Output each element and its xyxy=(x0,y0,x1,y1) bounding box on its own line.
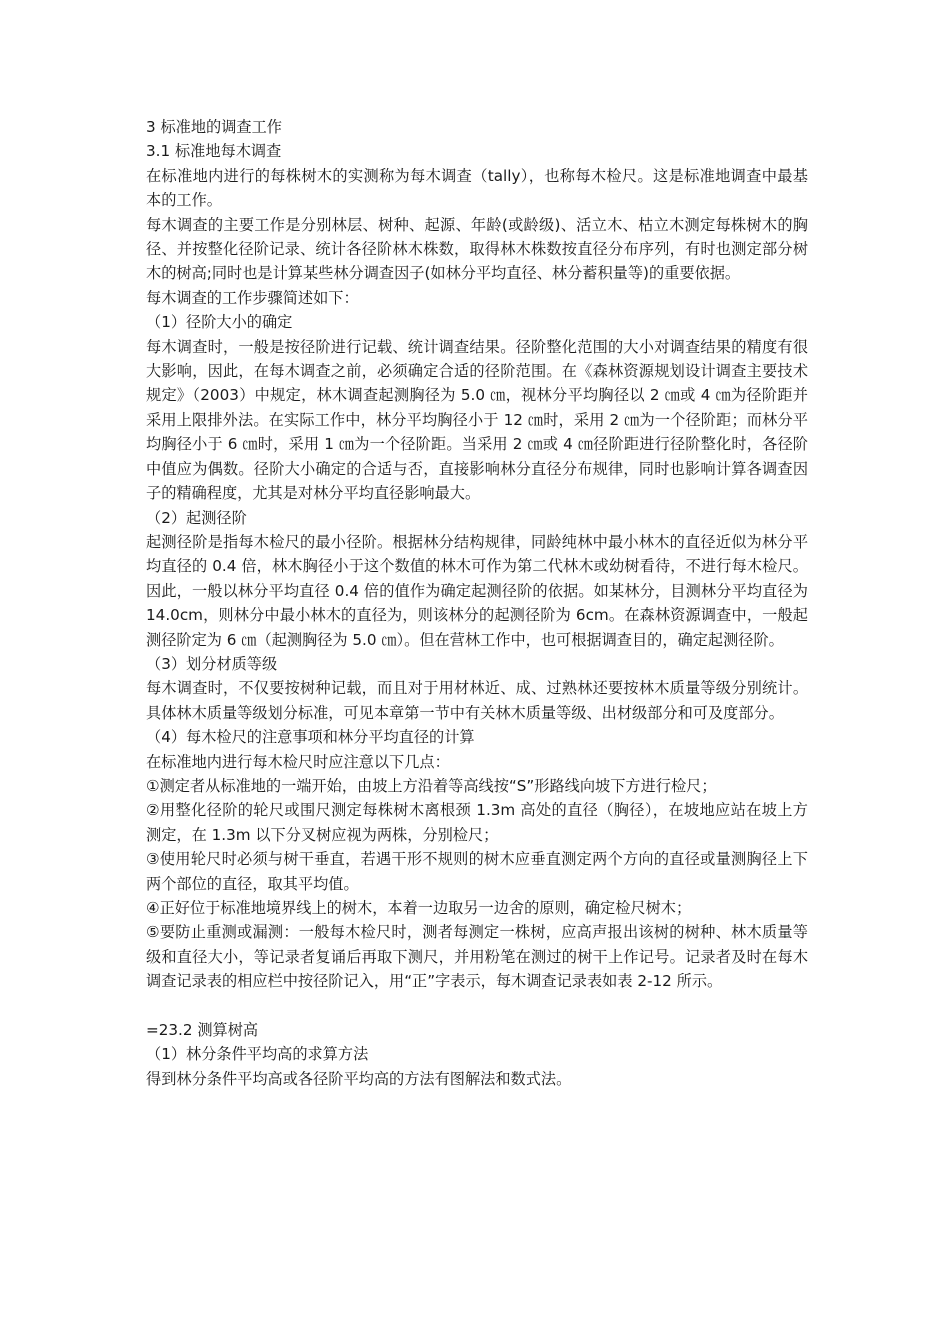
step1-body: 每木调查时，一般是按径阶进行记载、统计调查结果。径阶整化范围的大小对调查结果的精度有很大影响，因此，在每木调查之前，必须确定合适的径阶范围。在《森林资源规划设计调查主要技术规定》（2003）中规定，林木调查起测胸径为 5.0 ㎝，视林分平均胸径以 2 ㎝或 4 ㎝为径阶距并采用上限排外法。在实际工作中，林分平均胸径小于 12 ㎝时，采用 2 ㎝为一个径阶距；而林分平均胸径小于 6 ㎝时，采用 1 ㎝为一个径阶距。当采用 2 ㎝或 4 ㎝径阶距进行径阶整化时，各径阶中值应为偶数。径阶大小确定的合适与否，直接影响林分直径分布规律，同时也影响计算各调查因子的精确程度，尤其是对林分平均直径影响最大。 xyxy=(146,337,808,503)
note-item: ③使用轮尺时必须与树干垂直，若遇干形不规则的树木应垂直测定两个方向的直径或量测胸径上下两个部位的直径，取其平均值。 xyxy=(146,850,808,893)
paragraph-steps-intro: 每木调查的工作步骤简述如下： xyxy=(146,288,359,307)
paragraph-intro: 在标准地内进行的每株树木的实测称为每木调查（tally），也称每木检尺。这是标准地调查中最基本的工作。 xyxy=(146,166,808,210)
tree-height-heading: =23.2 测算树高 xyxy=(146,1021,259,1040)
note-item: ①测定者从标准地的一端开始，由坡上方沿着等高线按“S”形路线向坡下方进行检尺； xyxy=(146,776,717,795)
height1-body: 得到林分条件平均高或各径阶平均高的方法有图解法和数式法。 xyxy=(146,1069,572,1088)
step4-intro: 在标准地内进行每木检尺时应注意以下几点： xyxy=(146,752,450,771)
blank-line xyxy=(146,994,808,1018)
step3-title: （3）划分材质等级 xyxy=(146,654,278,673)
step3-body: 每木调查时，不仅要按树种记载，而且对于用材林近、成、过熟林还要按林木质量等级分别统计。具体林木质量等级划分标准，可见本章第一节中有关林木质量等级、出材级部分和可及度部分。 xyxy=(146,679,808,722)
paragraph-main-work: 每木调查的主要工作是分别林层、树种、起源、年龄(或龄级)、活立木、枯立木测定每株树木的胸径、并按整化径阶记录、统计各径阶林木株数，取得林木株数按直径分布序列，有时也测定部分树木的树高;同时也是计算某些林分调查因子(如林分平均直径、林分蓄积量等)的重要依据。 xyxy=(146,215,808,283)
subsection-heading: 3.1 标准地每木调查 xyxy=(146,142,282,161)
section-heading: 3 标准地的调查工作 xyxy=(146,118,282,136)
step4-title: （4）每木检尺的注意事项和林分平均直径的计算 xyxy=(146,728,475,747)
note-item: ⑤要防止重测或漏测：一般每木检尺时，测者每测定一株树，应高声报出该树的树种、林木质量等级和直径大小，等记录者复诵后再取下测尺，并用粉笔在测过的树干上作记号。记录者及时在每木调查记录表的相应栏中按径阶记入，用“正”字表示，每木调查记录表如表 2-12 所示。 xyxy=(146,923,808,991)
step2-body: 起测径阶是指每木检尺的最小径阶。根据林分结构规律，同龄纯林中最小林木的直径近似为林分平均直径的 0.4 倍，林木胸径小于这个数值的林木可作为第二代林木或幼树看待，不进行每木检尺。因此，一般以林分平均直径 0.4 倍的值作为确定起测径阶的依据。如某林分，目测林分平均直径为 14.0cm，则林分中最小林木的直径为，则该林分的起测径阶为 6cm。在森林资源调查中，一般起测径阶定为 6 ㎝（起测胸径为 5.0 ㎝）。但在营林工作中，也可根据调查目的，确定起测径阶。 xyxy=(146,532,808,649)
note-item: ④正好位于标准地境界线上的树木，本着一边取另一边舍的原则，确定检尺树木； xyxy=(146,899,692,917)
step1-title: （1）径阶大小的确定 xyxy=(146,313,293,332)
document-body xyxy=(146,115,808,1091)
height1-title: （1）林分条件平均高的求算方法 xyxy=(146,1045,369,1064)
note-item: ②用整化径阶的轮尺或围尺测定每株树木离根颈 1.3m 高处的直径（胸径），在坡地应站在坡上方测定，在 1.3m 以下分叉树应视为两株，分别检尺； xyxy=(146,801,808,844)
step2-title: （2）起测径阶 xyxy=(146,508,247,527)
